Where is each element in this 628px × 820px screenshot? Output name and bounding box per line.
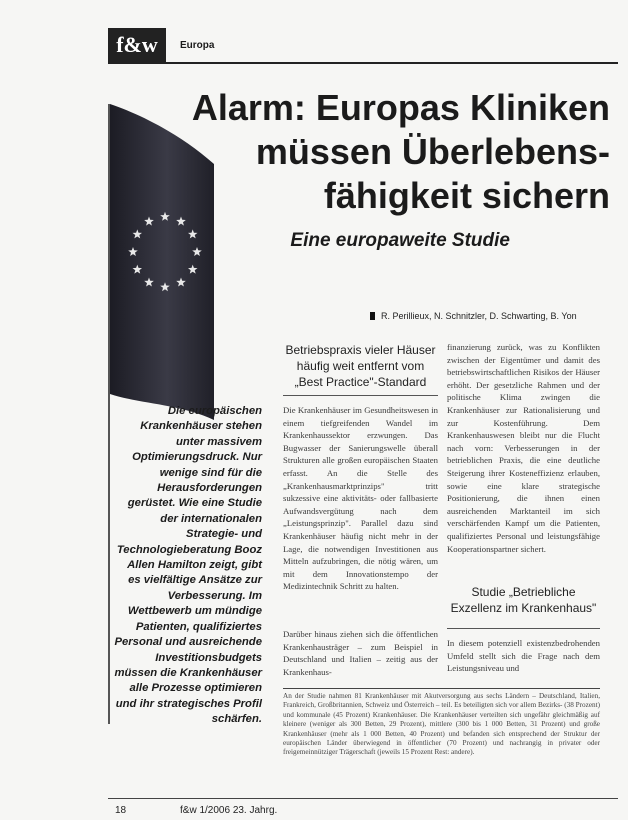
journal-reference: f&w 1/2006 23. Jahrg. [180, 805, 278, 816]
header-divider [108, 62, 618, 64]
body-paragraph: finanzierung zurück, was zu Konflikten zwischen der Eigentümer und damit des betriebswirtschaftlichen Risikos der Häuser erhöht. Der gesetzliche Rahmen und der politische Klima zwingen die Krankenhäuser zur Rationalisierung und zur Kostenführung. Dem Krankenhauswesen bleibt nur die Flucht nach vorn: Verbesserungen in der betrieblichen Praxis, die eine deutliche Steigerung ihrer Kosteneffizienz erlauben, sowie eine klare strategische Positionierung, die ihnen einen ausreichenden Marktanteil im sich verschärfenden Kampf um die Patienten, qualifiziertes Personal und leistungsfähige Kooperationspartner sichert. [447, 342, 600, 554]
subheading-betriebspraxis: Betriebspraxis vieler Häuser häufig weit entfernt vom „Best Practice"-Standard [285, 343, 436, 389]
subheading-rule [447, 628, 600, 629]
bullet-marker [370, 312, 375, 320]
subheading-studie: Studie „Betriebliche Exzellenz im Krankenhaus" [450, 585, 597, 615]
body-column-1 [283, 404, 438, 593]
article-title: Alarm: Europas Kliniken müssen Überlebens-fähigkeit sichern [191, 87, 610, 216]
body-column-2-continued [447, 637, 600, 675]
section-label: Europa [180, 40, 215, 51]
body-column-2 [447, 341, 600, 555]
authors-line [370, 311, 577, 321]
magazine-logo: f&w [108, 28, 166, 62]
page-number: 18 [115, 805, 127, 816]
authors: R. Perillieux, N. Schnitzler, D. Schwarting, B. Yon [381, 311, 577, 321]
footer-divider [108, 798, 618, 799]
subheading-rule [283, 395, 438, 396]
body-paragraph: In diesem potenziell existenzbedrohenden Umfeld stellt sich die Frage nach dem Leistungsniveau und [447, 638, 600, 674]
body-paragraph: Darüber hinaus ziehen sich die öffentlichen Krankenhausträger – zum Beispiel in Deutschland und Italien – zeitig aus der Krankenhaus- [283, 629, 438, 677]
body-paragraph: Die Krankenhäuser im Gesundheitswesen in einem tiefgreifenden Wandel im Krankenhaussektor erzwungen. Das Bugwasser der Sanierungswelle überall Strukturen alle großen europäischen Staaten erfasst. An die Stelle des „Krankenhausmarktprinzips" tritt sukzessive eine aktivitäts- oder fallbasierte Aufwandsvergütung nach dem „Leistungsprinzip". Parallel dazu sind Krankenhäuser häufig nicht mehr in der Lage, die notwendigen Investitionen aus Mitteln aufzubringen, die nötig wären, um mit dem Innovationstempo der Medizintechnik Schritt zu halten. [283, 405, 438, 592]
article-subtitle: Eine europaweite Studie [290, 230, 510, 251]
body-column-1-continued [283, 628, 438, 678]
lead-paragraph: Die europäischen Krankenhäuser stehen unter massivem Optimierungsdruck. Nur wenige sind für die Herausforderungen gerüstet. Wie eine Studie der internationalen Strategie- und Technologieberatung Booz Allen Hamilton zeigt, gibt es vielfältige Ansätze zur Verbesserung. Im Wettbewerb um mündige Patienten, qualifiziertes Personal und ausreichende Investitionsbudgets müssen die Krankenhäuser alle Prozesse optimieren und ihr strategisches Profil schärfen. [114, 405, 262, 726]
study-info-box: An der Studie nahmen 81 Krankenhäuser mit Akutversorgung aus sechs Ländern – Deutschland, Italien, Frankreich, Großbritannien, Schweiz und Österreich – teil. Es beteiligten sich vor allem Bezirks- (38 Prozent) und kommunale (45 Prozent) Krankenhäuser. Die Krankenhäuser verteilten sich ungefähr gleichmäßig auf kleinere (weniger als 300 Betten, 29 Prozent), mittlere (300 bis 1 000 Betten, 31 Prozent) und große Krankenhäuser (mehr als 1 000 Betten, 40 Prozent) und befanden sich entsprechend der Struktur der europäischen Länder überwiegend in öffentlicher (70 Prozent) und nachrangig in privater oder freigemeinnütziger Trägerschaft (jeweils 15 Prozent Rest: andere). [283, 688, 600, 758]
